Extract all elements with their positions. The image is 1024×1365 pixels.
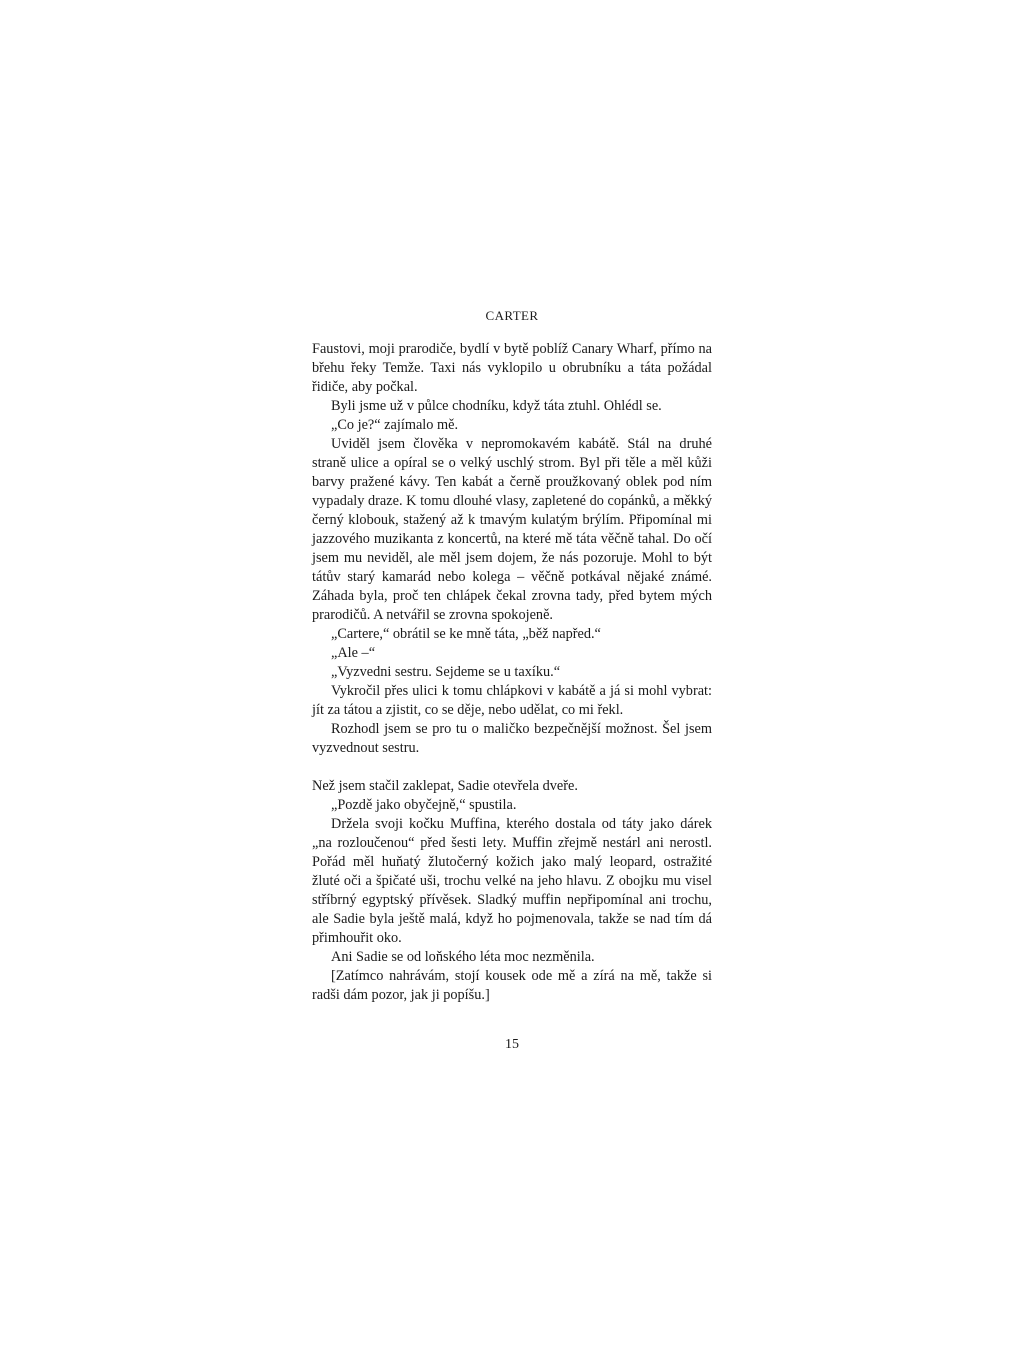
paragraph: „Ale –“ bbox=[331, 645, 376, 661]
running-head: CARTER bbox=[485, 308, 539, 323]
paragraph: [Zatímco nahrávám, stojí kousek ode mě a zírá na mě, takže si radši dám pozor, jak ji popíšu.] bbox=[312, 968, 712, 1003]
paragraph: Ani Sadie se od loňského léta moc nezměnila. bbox=[331, 949, 595, 965]
paragraph: Faustovi, moji prarodiče, bydlí v bytě poblíž Canary Wharf, přímo na břehu řeky Temže. Taxi nás vyklopilo u obrubníku a táta požádal řidiče, aby počkal. bbox=[312, 341, 712, 395]
paragraph: „Vyzvedni sestru. Sejdeme se u taxíku.“ bbox=[331, 664, 561, 680]
paragraph: „Co je?“ zajímalo mě. bbox=[331, 417, 459, 433]
paragraph: Rozhodl jsem se pro tu o maličko bezpečnější možnost. Šel jsem vyzvednout sestru. bbox=[312, 721, 712, 756]
text-section bbox=[312, 340, 712, 758]
text-section bbox=[312, 777, 712, 1005]
paragraph: Uviděl jsem člověka v nepromokavém kabátě. Stál na druhé straně ulice a opíral se o velký uschlý strom. Byl při těle a měl kůži barvy pražené kávy. Ten kabát a černě proužkovaný oblek pod ním vypadaly draze. K tomu dlouhé vlasy, zapletené do copánků, a měkký černý klobouk, stažený až k tmavým kulatým brýlím. Připomínal mi jazzového muzikanta z koncertů, na které mě táta věčně tahal. Do očí jsem mu neviděl, ale měl jsem dojem, že nás pozoruje. Mohl to být tátův starý kamarád nebo kolega – věčně potkával nějaké známé. Záhada byla, proč ten chlápek čekal zrovna tady, před bytem mých prarodičů. A netvářil se zrovna spokojeně. bbox=[312, 436, 712, 623]
paragraph: „Cartere,“ obrátil se ke mně táta, „běž napřed.“ bbox=[331, 626, 601, 642]
body-text bbox=[312, 340, 712, 1005]
page-number: 15 bbox=[505, 1037, 519, 1052]
paragraph: Vykročil přes ulici k tomu chlápkovi v kabátě a já si mohl vybrat: jít za tátou a zjistit, co se děje, nebo udělat, co mi řekl. bbox=[312, 683, 712, 718]
paragraph: Byli jsme už v půlce chodníku, když táta ztuhl. Ohlédl se. bbox=[331, 398, 662, 414]
paragraph: „Pozdě jako obyčejně,“ spustila. bbox=[331, 797, 517, 813]
paragraph: Držela svoji kočku Muffina, kterého dostala od táty jako dárek „na rozloučenou“ před šesti lety. Muffin zřejmě nestárl ani nerostl. Pořád měl huňatý žlutočerný kožich jako malý leopard, ostražité žluté oči a špičaté uši, trochu velké na jeho hlavu. Z obojku mu visel stříbrný egyptský přívěsek. Sladký muffin nepřipomínal ani trochu, ale Sadie byla ještě malá, když ho pojmenovala, takže se nad tím dá přimhouřit oko. bbox=[312, 816, 712, 946]
paragraph: Než jsem stačil zaklepat, Sadie otevřela dveře. bbox=[312, 778, 578, 794]
